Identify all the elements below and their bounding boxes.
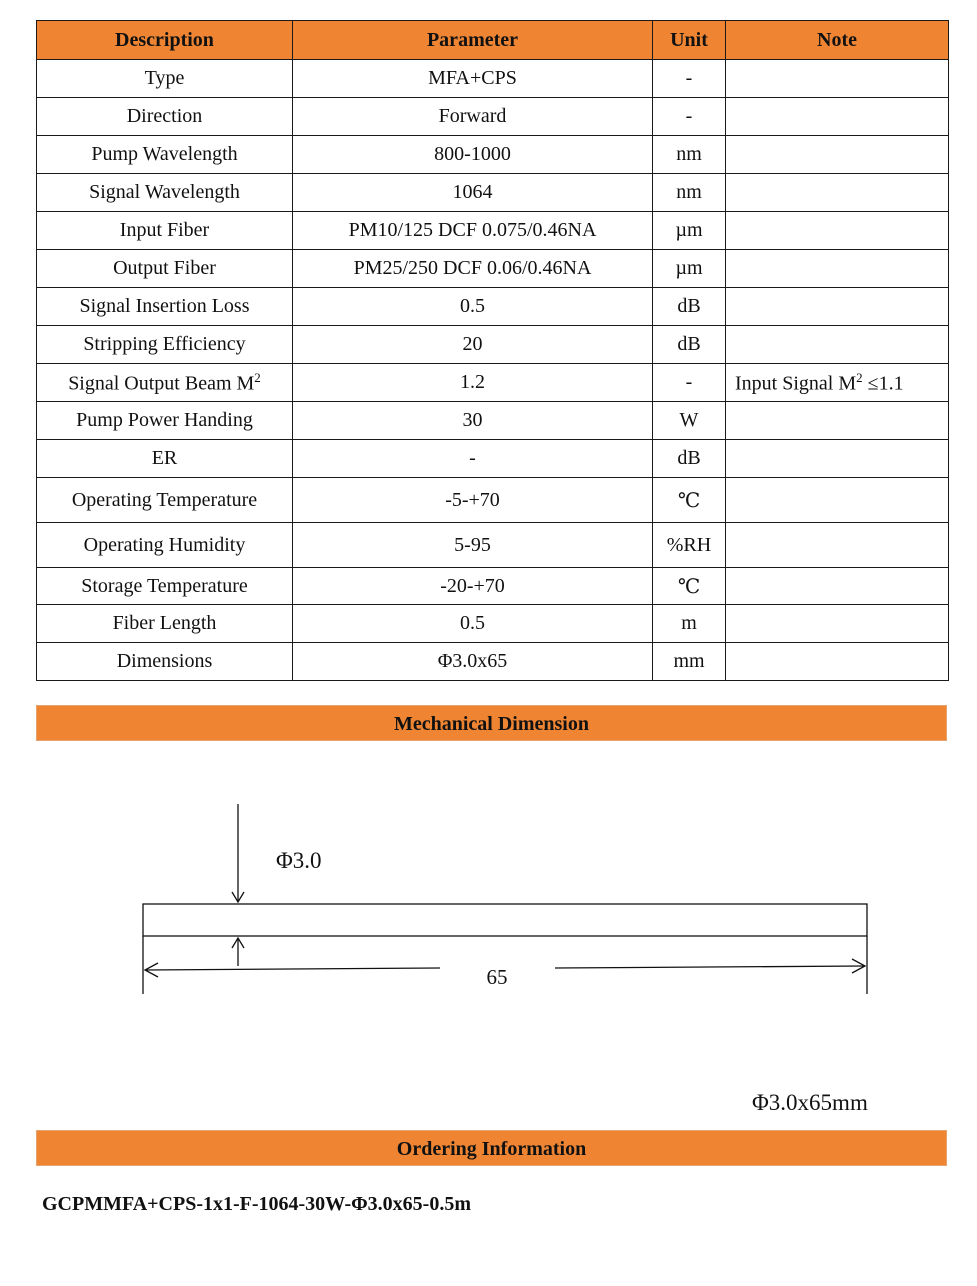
table-row [37, 288, 949, 326]
superscript: 2 [856, 369, 863, 385]
table-row [37, 568, 949, 605]
row-parameter: 1064 [293, 174, 653, 212]
table-row [37, 98, 949, 136]
row-note [726, 212, 949, 250]
row-unit: - [653, 60, 726, 98]
diameter-label: Φ3.0 [276, 848, 322, 873]
dimension-caption: Φ3.0x65mm [752, 1090, 868, 1115]
row-description: Output Fiber [37, 250, 293, 288]
row-note [726, 478, 949, 523]
mechanical-drawing [0, 790, 977, 1020]
length-label: 65 [486, 965, 508, 989]
table-row [37, 402, 949, 440]
header-unit: Unit [653, 21, 726, 60]
row-unit: m [653, 605, 726, 643]
row-note [726, 364, 949, 402]
row-description [37, 364, 293, 402]
row-unit: ℃ [653, 478, 726, 523]
note-limit: ≤1.1 [862, 372, 904, 395]
table-row [37, 60, 949, 98]
row-description: Operating Temperature [37, 478, 293, 523]
superscript: 2 [254, 369, 261, 385]
row-unit: nm [653, 136, 726, 174]
table-row [37, 250, 949, 288]
row-parameter: PM25/250 DCF 0.06/0.46NA [293, 250, 653, 288]
row-parameter: 0.5 [293, 605, 653, 643]
row-parameter: MFA+CPS [293, 60, 653, 98]
row-parameter: 1.2 [293, 364, 653, 402]
row-unit: mm [653, 643, 726, 681]
row-note [726, 402, 949, 440]
row-description: Pump Wavelength [37, 136, 293, 174]
row-note [726, 250, 949, 288]
table-row [37, 136, 949, 174]
length-line-right [555, 966, 865, 968]
header-note: Note [726, 21, 949, 60]
spec-table [36, 20, 949, 681]
row-note [726, 605, 949, 643]
row-description: ER [37, 440, 293, 478]
row-parameter: 0.5 [293, 288, 653, 326]
row-description: Type [37, 60, 293, 98]
row-unit: - [653, 364, 726, 402]
row-note [726, 136, 949, 174]
row-parameter: -20-+70 [293, 568, 653, 605]
row-parameter: 800-1000 [293, 136, 653, 174]
row-parameter: -5-+70 [293, 478, 653, 523]
row-note [726, 568, 949, 605]
row-description: Dimensions [37, 643, 293, 681]
table-row [37, 364, 949, 402]
row-note [726, 174, 949, 212]
row-unit: - [653, 98, 726, 136]
row-description: Signal Wavelength [37, 174, 293, 212]
row-unit: dB [653, 440, 726, 478]
row-description: Fiber Length [37, 605, 293, 643]
row-description: Operating Humidity [37, 523, 293, 568]
table-row [37, 326, 949, 364]
row-parameter: 20 [293, 326, 653, 364]
table-row [37, 212, 949, 250]
row-description: Stripping Efficiency [37, 326, 293, 364]
table-row [37, 174, 949, 212]
row-unit: %RH [653, 523, 726, 568]
row-note [726, 288, 949, 326]
row-note [726, 523, 949, 568]
note-input-signal: Input Signal M [735, 372, 857, 395]
table-row [37, 478, 949, 523]
row-description: Pump Power Handing [37, 402, 293, 440]
row-unit: µm [653, 212, 726, 250]
row-note [726, 326, 949, 364]
mechanical-dimension-heading: Mechanical Dimension [36, 705, 947, 741]
row-description: Direction [37, 98, 293, 136]
table-row [37, 440, 949, 478]
row-unit: dB [653, 326, 726, 364]
row-unit: dB [653, 288, 726, 326]
row-unit: µm [653, 250, 726, 288]
row-note [726, 643, 949, 681]
row-parameter: Φ3.0x65 [293, 643, 653, 681]
ordering-code: GCPMMFA+CPS-1x1-F-1064-30W-Φ3.0x65-0.5m [42, 1193, 472, 1215]
spec-table-header [37, 21, 949, 60]
row-parameter: PM10/125 DCF 0.075/0.46NA [293, 212, 653, 250]
row-parameter: 30 [293, 402, 653, 440]
table-row [37, 643, 949, 681]
row-unit: nm [653, 174, 726, 212]
beam-m-label: Signal Output Beam M [68, 372, 255, 395]
row-parameter: - [293, 440, 653, 478]
header-description: Description [37, 21, 293, 60]
table-row [37, 605, 949, 643]
row-parameter: 5-95 [293, 523, 653, 568]
row-description: Signal Insertion Loss [37, 288, 293, 326]
fiber-body-outline [143, 904, 867, 936]
row-unit: ℃ [653, 568, 726, 605]
length-line-left [145, 968, 440, 970]
header-parameter: Parameter [293, 21, 653, 60]
row-description: Storage Temperature [37, 568, 293, 605]
row-parameter: Forward [293, 98, 653, 136]
ordering-information-heading: Ordering Information [36, 1130, 947, 1166]
row-unit: W [653, 402, 726, 440]
row-note [726, 98, 949, 136]
row-note [726, 60, 949, 98]
table-row [37, 523, 949, 568]
row-description: Input Fiber [37, 212, 293, 250]
row-note [726, 440, 949, 478]
